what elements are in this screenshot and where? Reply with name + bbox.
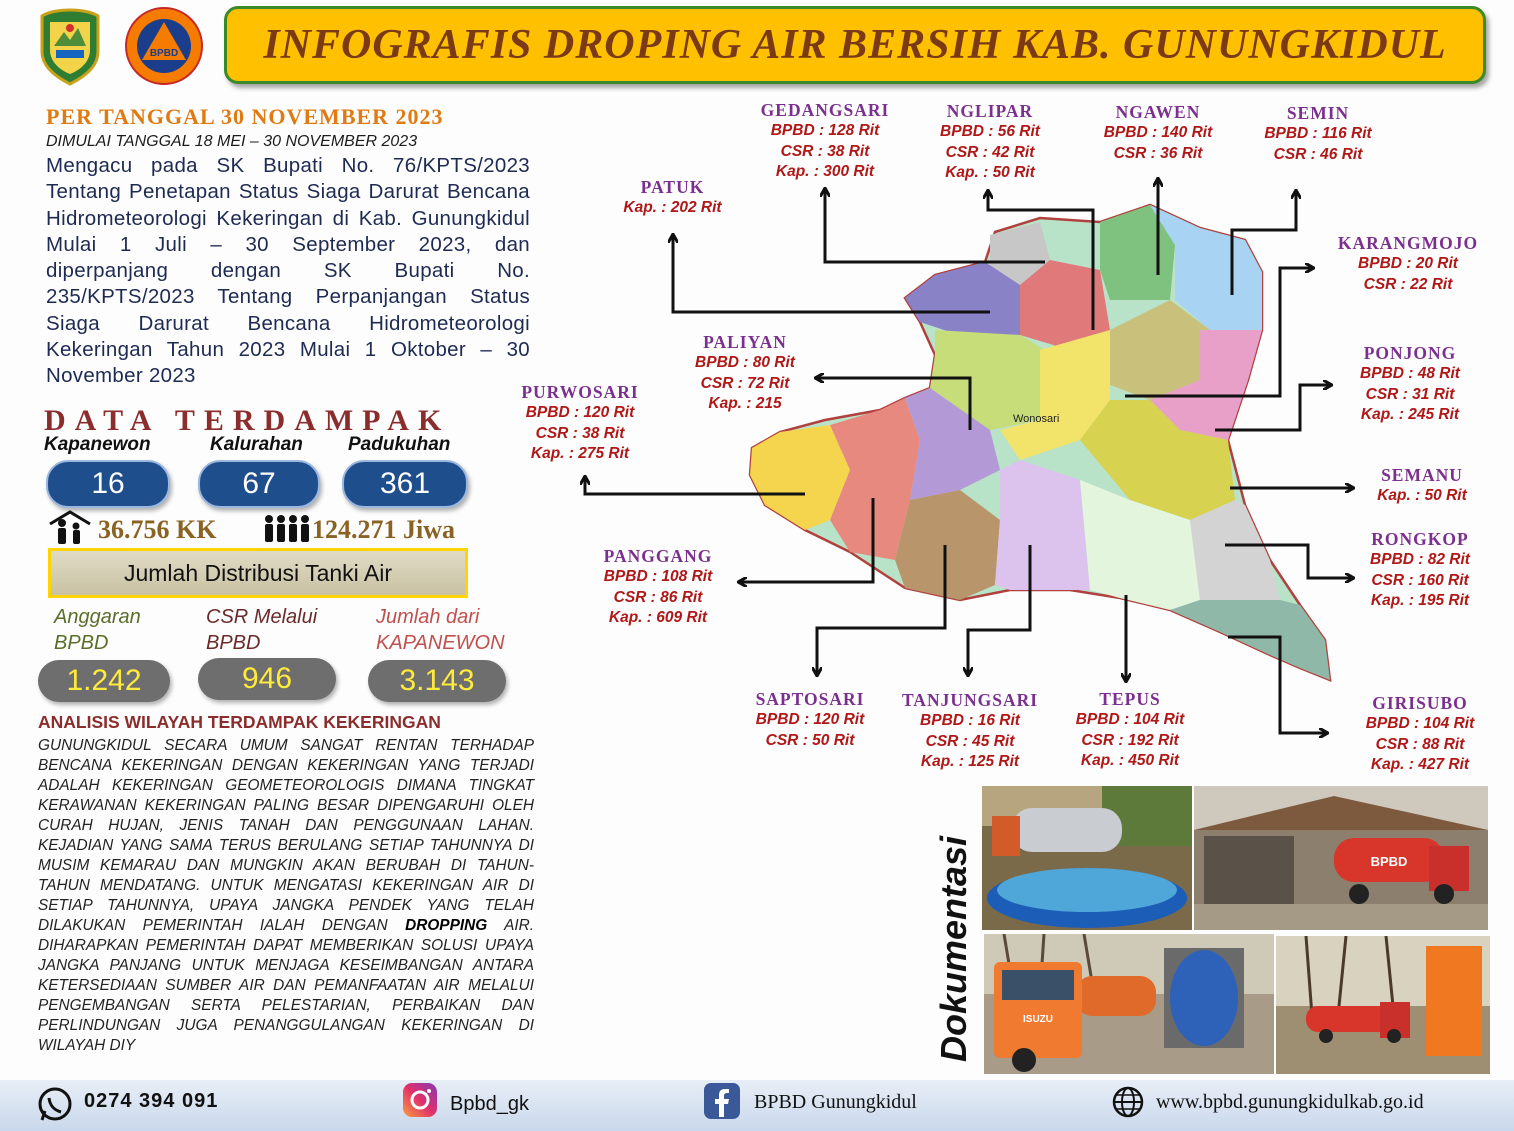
region-label-patuk: PATUK Kap. : 202 Rit [623,177,722,216]
analysis-paragraph [38,736,534,1056]
globe-icon [1112,1086,1144,1123]
photo-water-tank [982,786,1192,930]
region-label-gedangsari: GEDANGSARI BPBD : 128 Rit CSR : 38 Rit Kap. : 300 Rit [760,100,890,180]
distribution-heading: Jumlah Distribusi Tanki Air [48,548,468,598]
title-banner [224,6,1486,84]
bpbd-budget-value: 1.242 [38,660,170,702]
photo-truck-house [1194,786,1488,930]
facebook-page[interactable]: BPBD Gunungkidul [754,1091,917,1113]
region-label-ponjong: PONJONG BPBD : 48 Rit CSR : 31 Rit Kap. : 245 Rit [1360,343,1460,423]
kapanewon-total-label: Jumlah dari KAPANEWON [376,606,505,654]
phone-number[interactable]: 0274 394 091 [84,1090,219,1112]
period-text: DIMULAI TANGGAL 18 MEI – 30 NOVEMBER 2023 [46,133,418,150]
csr-value: 946 [198,658,336,700]
region-label-semin: SEMIN BPBD : 116 Rit CSR : 46 Rit [1264,103,1372,163]
page-title: INFOGRAFIS DROPING AIR BERSIH KAB. GUNUNGKIDUL [263,22,1447,68]
instagram-handle[interactable]: Bpbd_gk [450,1093,529,1115]
region-label-tepus: TEPUS BPBD : 104 Rit CSR : 192 Rit Kap. : 450 Rit [1075,689,1185,769]
region-label-girisubo: GIRISUBO BPBD : 104 Rit CSR : 88 Rit Kap. : 427 Rit [1365,693,1475,773]
bpbd-logo-text: BPBD [149,48,179,59]
people-icon [262,513,312,548]
truck-brand: ISUZU [1023,1014,1053,1025]
map-label-wonosari: Wonosari [1013,413,1060,425]
analysis-text-part2: AIR. DIHARAPKAN PEMERINTAH DAPAT MEMBERIKAN SOLUSI UPAYA JANGKA PANJANG UNTUK MENJAGA KESEIMBANGAN ANTARA KETERSEDIAAN SUMBER AIR DAN PEMANFAATAN AIR MELALUI PENGEMBANGAN SERTA PELESTARIAN, PERBAIKAN DAN PERLINDUNGAN JUGA PENANGGULANGAN KEKERINGAN DI WILAYAH DIY [38,917,535,1054]
whatsapp-icon [36,1086,74,1129]
family-icon [46,510,98,551]
region-label-karangmojo: KARANGMOJO BPBD : 20 Rit CSR : 22 Rit [1337,233,1479,293]
bpbd-logo [118,6,210,86]
kapanewon-label: Kapanewon [44,434,151,455]
data-terdampak-heading: DATA TERDAMPAK [44,404,451,437]
region-label-ngawen: NGAWEN BPBD : 140 Rit CSR : 36 Rit [1103,102,1213,162]
truck-label: BPBD [1370,854,1408,869]
region-label-paliyan: PALIYAN BPBD : 80 Rit CSR : 72 Rit Kap. : 215 [695,332,795,412]
region-tanjungsari [995,460,1090,590]
region-label-nglipar: NGLIPAR BPBD : 56 Rit CSR : 42 Rit Kap. : 50 Rit [940,101,1040,181]
facebook-icon [704,1083,740,1124]
photo-isuzu-truck [984,934,1274,1074]
kapanewon-total-value: 3.143 [368,660,506,702]
bpbd-budget-label: Anggaran BPBD [54,606,141,654]
website-link[interactable]: www.bpbd.gunungkidulkab.go.id [1156,1091,1424,1113]
photo-orange-tank [1276,936,1490,1074]
padukuhan-count: 361 [342,460,468,508]
kalurahan-count: 67 [198,460,320,508]
report-date: PER TANGGAL 30 NOVEMBER 2023 [46,104,444,129]
decree-paragraph: Mengacu pada SK Bupati No. 76/KPTS/2023 Tentang Penetapan Status Siaga Darurat Bencana Hidrometeorologi Kekeringan di Kab. Gunungkidul Mulai 1 Juli – 30 September 2023, dan diperpanjang dengan SK Bupati No. 235/KPTS/2023 Tentang Perpanjangan Status Siaga Darurat Bencana Hidrometeorologi Kekeringan Tahun 2023 Mulai 1 Oktober – 30 November 2023 [46,154,530,388]
kapanewon-count: 16 [46,460,170,508]
padukuhan-label: Padukuhan [348,434,451,455]
analysis-text-part1: GUNUNGKIDUL SECARA UMUM SANGAT RENTAN TERHADAP BENCANA KEKERINGAN DENGAN KEKERINGAN YANG TERJADI ADALAH KEKERINGAN GEOMETEOROLOGIS DIMANA TINGKAT KERAWANAN KEKERINGAN PALING BESAR DIPENGARUHI OLEH CURAH HUJAN, JENIS TANAH DAN PENGGUNAAN LAHAN. KEJADIAN YANG SAMA TERUS BERULANG SETIAP TAHUNNYA DI MUSIM KEMARAU DAN MUNGKIN AKAN BERUBAH DI TAHUN-TAHUN MENDATANG. UNTUK MENGATASI KEKERINGAN AIR DI SETIAP TAHUNNYA, UPAYA JANGKA PENDEK YANG TELAH DILAKUKAN PEMERINTAH IALAH DENGAN [38,737,534,934]
kk-count: 36.756 KK [98,515,217,544]
jiwa-count: 124.271 Jiwa [312,515,455,544]
analysis-text-bold: DROPPING [405,917,488,934]
documentation-title: Dokumentasi [933,835,974,1062]
region-label-tanjungsari: TANJUNGSARI BPBD : 16 Rit CSR : 45 Rit Kap. : 125 Rit [901,690,1039,770]
documentation-heading [930,800,974,1064]
instagram-icon [402,1082,438,1123]
kalurahan-label: Kalurahan [210,434,303,455]
analysis-heading: ANALISIS WILAYAH TERDAMPAK KEKERINGAN [38,712,441,732]
gunungkidul-logo [34,6,106,86]
csr-label: CSR Melalui BPBD [206,606,318,654]
region-label-purwosari: PURWOSARI BPBD : 120 Rit CSR : 38 Rit Kap. : 275 Rit [521,382,639,462]
region-label-semanu: SEMANU Kap. : 50 Rit [1377,465,1467,504]
region-label-panggang: PANGGANG BPBD : 108 Rit CSR : 86 Rit Kap. : 609 Rit [603,546,713,626]
region-label-saptosari: SAPTOSARI BPBD : 120 Rit CSR : 50 Rit [755,689,865,749]
region-label-rongkop: RONGKOP BPBD : 82 Rit CSR : 160 Rit Kap. : 195 Rit [1370,529,1470,609]
